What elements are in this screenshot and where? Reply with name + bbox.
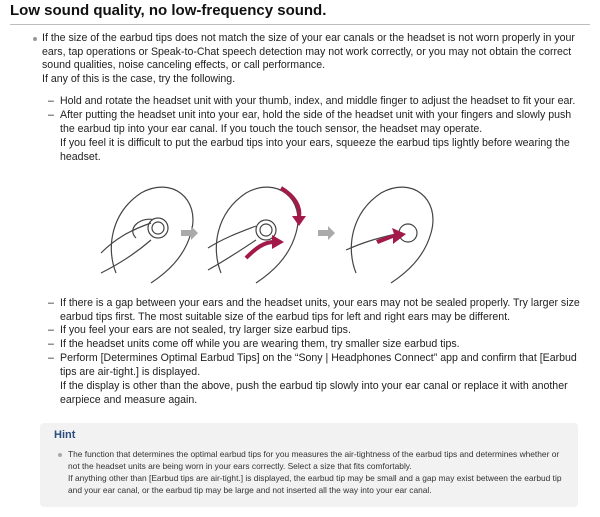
step-text: Perform [Determines Optimal Earbud Tips] on the “Sony | Headphones Connect” app and confirm that [Earbud tips are air-tight.] is displayed. — [60, 352, 577, 378]
step-item: – Perform [Determines Optimal Earbud Tips] on the “Sony | Headphones Connect” app and confirm that [Earbud tips are air-tight.] is displayed. — [48, 352, 580, 379]
bullet-icon — [58, 453, 62, 457]
intro-text: If the size of the earbud tips does not match the size of your ear canals or the headset is not worn properly in your ears, tap operations or Speak-to-Chat speech detection may not work correctly, or you may not obtain the correct sound qualities, noise canceling effects, or call performance. — [42, 32, 575, 72]
ear-figure-2 — [208, 187, 298, 283]
step-item: – After putting the headset unit into your ear, hold the side of the headset unit with your fingers and slowly push the earbud tip into your ear canal. If you touch the touch sensor, the headset may operate. — [48, 109, 580, 136]
intro-followup: If any of this is the case, try the following. — [42, 73, 236, 86]
step-text: If you feel your ears are not sealed, try larger size earbud tips. — [60, 324, 351, 336]
hint-box — [40, 423, 578, 507]
step-item: – If there is a gap between your ears and the headset units, your ears may not be sealed properly. Try larger size earbud tips first. The most suitable size of the earbud tips for left and right ears may be different. — [48, 297, 580, 323]
step-text: If the headset units come off while you are wearing them, try smaller size earbud tips. — [60, 338, 460, 350]
title-divider — [10, 24, 590, 25]
hint-text — [68, 448, 568, 496]
page-title: Low sound quality, no low-frequency sound. — [10, 2, 327, 19]
step-note-text: If the display is other than the above, push the earbud tip slowly into your ear canal or replace it with another earpiece and measure again. — [60, 380, 568, 406]
step-text: After putting the headset unit into your ear, hold the side of the headset unit with your fingers and slowly push the earbud tip into your ear canal. If you touch the touch sensor, the headset may operate. — [60, 109, 572, 135]
step-note — [48, 137, 580, 164]
hint-line: If anything other than [Earbud tips are air-tight.] is displayed, the earbud tip may be small and a gap may exist between the earbud tip and your ear canal, or the earbud tip may be large and not inserted all the way into your ear canal. — [68, 473, 562, 495]
ear-figure-1 — [101, 187, 193, 283]
earbud-fitting-illustration — [96, 178, 456, 288]
bullet-icon — [33, 37, 37, 41]
arrow-right-icon — [318, 226, 335, 240]
step-note — [48, 380, 580, 407]
intro-block — [42, 32, 582, 87]
hint-line: The function that determines the optimal earbud tips for you measures the air-tightness of the earbud tips and determines whether or not the headset units are being worn in your ears correctly. Select a size that fits comfortably. — [68, 449, 560, 471]
step-item: – Hold and rotate the headset unit with your thumb, index, and middle finger to adjust the headset to fit your ear. — [48, 95, 580, 109]
ear-figure-3 — [346, 187, 433, 283]
step-item: – If you feel your ears are not sealed, try larger size earbud tips. — [48, 324, 580, 338]
step-item: – If the headset units come off while you are wearing them, try smaller size earbud tips. — [48, 338, 580, 352]
hint-title: Hint — [54, 429, 76, 441]
step-note-text: If you feel it is difficult to put the earbud tips into your ears, squeeze the earbud tips lightly before wearing the headset. — [60, 137, 570, 163]
step-text: If there is a gap between your ears and the headset units, your ears may not be sealed properly. Try larger size earbud tips first. The most suitable size of the earbud tips for left and right ears may be different. — [60, 297, 580, 323]
step-text: Hold and rotate the headset unit with your thumb, index, and middle finger to adjust the headset to fit your ear. — [60, 95, 576, 107]
